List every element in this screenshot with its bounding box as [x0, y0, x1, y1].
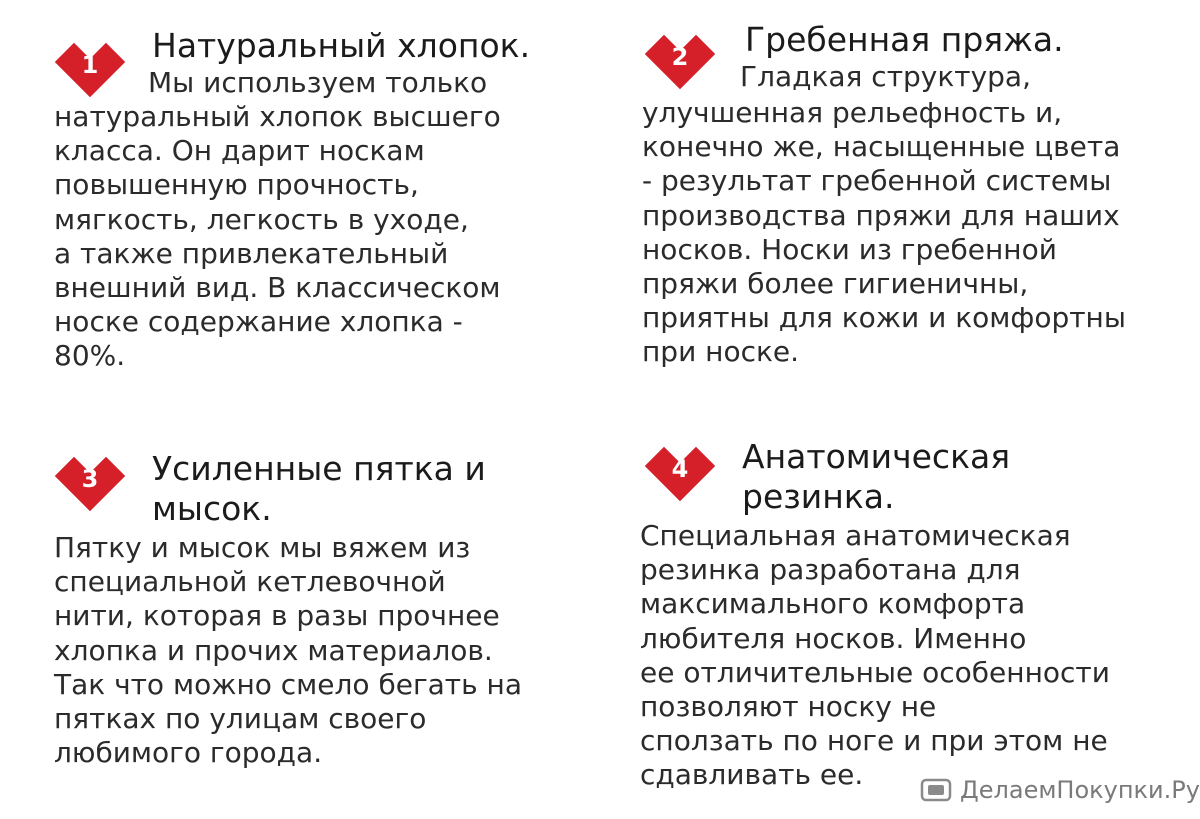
description-line: Так что можно смело бегать на [54, 667, 522, 701]
feature-title [745, 20, 1064, 60]
feature-title-line: Натуральный хлопок. [152, 26, 531, 65]
heart-icon [640, 22, 720, 102]
description-line: производства пряжи для наших [642, 198, 1120, 232]
description-line: специальной кетлевочной [54, 565, 446, 599]
feature-title [152, 449, 486, 529]
feature-title [742, 437, 1010, 517]
description-line: сползать по ноге и при этом не [640, 724, 1108, 758]
description-line: позволяют носку не [640, 690, 937, 724]
description-line: сдавливать ее. [640, 758, 864, 792]
badge-number: 3 [81, 465, 99, 494]
feature-description-first-line [148, 66, 487, 100]
description-line: резинка разработана для [640, 553, 1021, 587]
feature-title [152, 26, 530, 66]
heart-number-badge-4 [640, 434, 720, 514]
feature-description [54, 531, 522, 770]
description-line: носков. Носки из гребенной [642, 232, 1057, 266]
badge-number: 1 [81, 51, 99, 80]
description-line: Мы используем только [148, 66, 488, 99]
description-line: ее отличительные особенности [640, 655, 1110, 689]
site-watermark [920, 772, 1200, 808]
description-line: пятках по улицам своего [54, 702, 427, 736]
feature-description [640, 519, 1110, 793]
description-line: внешний вид. В классическом [54, 271, 501, 305]
description-line: а также привлекательный [54, 236, 449, 270]
watermark-text: ДелаемПокупки.Ру [960, 776, 1200, 804]
description-line: Специальная анатомическая [640, 519, 1071, 552]
description-line: конечно же, насыщенные цвета [642, 130, 1121, 164]
description-line: натуральный хлопок высшего [54, 100, 501, 133]
feature-description [54, 100, 501, 374]
feature-description-first-line [740, 60, 1031, 94]
heart-icon [50, 444, 130, 524]
shopping-logo-icon [920, 777, 952, 803]
description-line: мягкость, легкость в уходе, [54, 202, 469, 236]
heart-icon [50, 30, 130, 110]
heart-icon [640, 434, 720, 514]
feature-title-line: резинка. [742, 477, 895, 516]
feature-title-line: Анатомическая [742, 437, 1011, 476]
description-line: 80%. [54, 339, 126, 373]
description-line: хлопка и прочих материалов. [54, 633, 493, 667]
description-line: при носке. [642, 335, 800, 369]
description-line: нити, которая в разы прочнее [54, 599, 500, 633]
badge-number: 4 [671, 455, 689, 484]
description-line: любимого города. [54, 736, 323, 770]
feature-description [642, 96, 1126, 370]
heart-number-badge-1 [50, 30, 130, 110]
description-line: класса. Он дарит носкам [54, 134, 425, 168]
feature-title-line: Гребенная пряжа. [745, 20, 1064, 59]
description-line: любителя носков. Именно [640, 621, 1027, 655]
description-line: пряжи более гигиеничны, [642, 267, 1029, 301]
badge-number: 2 [671, 43, 689, 72]
heart-number-badge-3 [50, 444, 130, 524]
feature-title-line: Усиленные пятка и [152, 449, 486, 488]
feature-title-line: мысок. [152, 489, 272, 528]
description-line: приятны для кожи и комфортны [642, 301, 1126, 335]
description-line: - результат гребенной системы [642, 164, 1112, 198]
description-line: носке содержание хлопка - [54, 305, 463, 339]
description-line: максимального комфорта [640, 587, 1026, 621]
description-line: улучшенная рельефность и, [642, 96, 1063, 129]
description-line: повышенную прочность, [54, 168, 419, 202]
description-line: Пятку и мысок мы вяжем из [54, 531, 471, 564]
description-line: Гладкая структура, [740, 60, 1031, 93]
heart-number-badge-2 [640, 22, 720, 102]
